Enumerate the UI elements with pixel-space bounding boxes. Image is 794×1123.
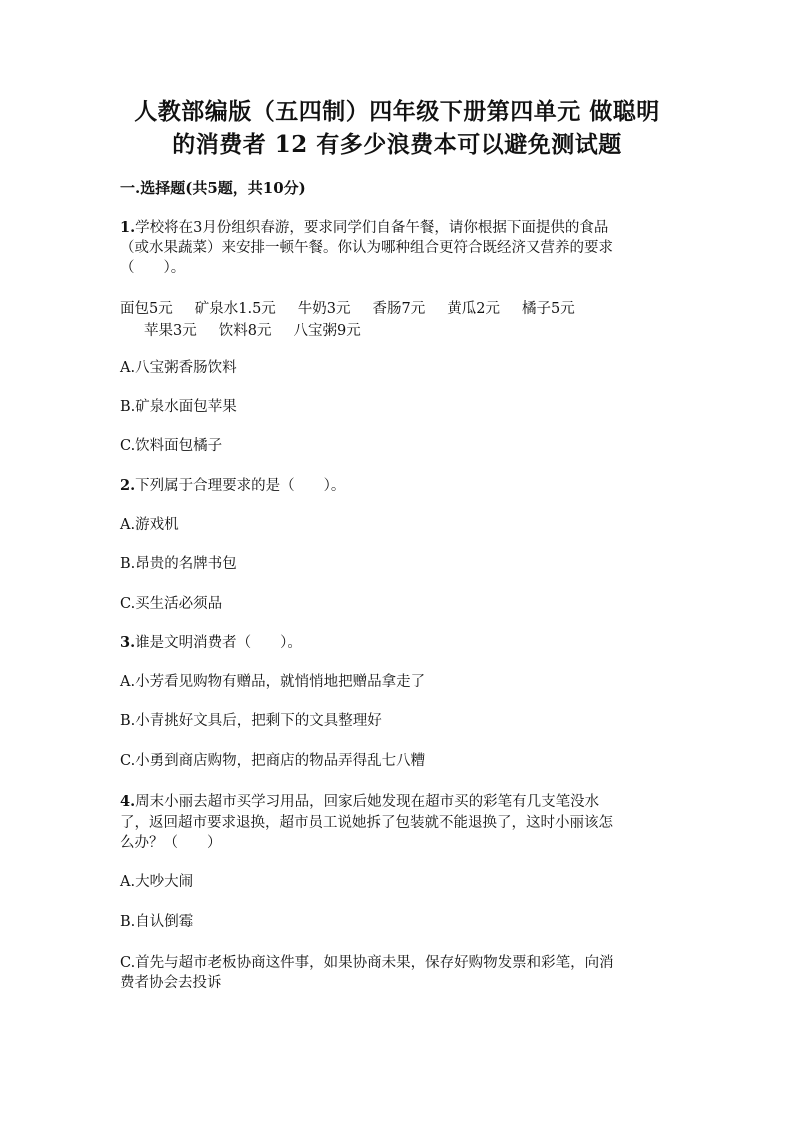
- question-4-number: 4.: [120, 793, 136, 810]
- section-heading: 一.选择题(共5题，共10分): [120, 179, 306, 197]
- question-4-line-2: 了，返回超市要求退换，超市员工说她拆了包装就不能退换了，这时小丽该怎: [120, 815, 613, 831]
- question-4-line-3: 么办？（ ）: [120, 835, 222, 851]
- question-1-option-c[interactable]: C.饮料面包橘子: [120, 438, 223, 454]
- food-item: 八宝粥9元: [293, 323, 361, 339]
- food-item: 饮料8元: [218, 323, 272, 339]
- question-3-option-a[interactable]: A.小芳看见购物有赠品，就悄悄地把赠品拿走了: [120, 674, 426, 690]
- question-1-line-2: （或水果蔬菜）来安排一顿午餐。你认为哪种组合更符合既经济又营养的要求: [120, 240, 613, 256]
- page-title-line-2: 的消费者 12 有多少浪费本可以避免测试题: [172, 131, 622, 158]
- question-2-option-b[interactable]: B.昂贵的名牌书包: [120, 556, 237, 572]
- question-2-text: 下列属于合理要求的是（ ）。: [135, 478, 346, 494]
- food-item: 面包5元: [120, 301, 173, 317]
- question-1-line-3: （ ）。: [120, 260, 186, 276]
- question-3-option-b[interactable]: B.小青挑好文具后，把剩下的文具整理好: [120, 713, 382, 729]
- question-4-option-c-line-1[interactable]: C.首先与超市老板协商这件事，如果协商未果，保存好购物发票和彩笔，向消: [120, 955, 614, 971]
- question-4-text-1: 周末小丽去超市买学习用品，回家后她发现在超市买的彩笔有几支笔没水: [135, 794, 600, 810]
- food-item: 黄瓜2元: [447, 301, 500, 317]
- question-2-number: 2.: [120, 477, 136, 494]
- question-4-line-1: [120, 792, 599, 812]
- question-1-line-1: [120, 218, 608, 238]
- question-1-text-1: 学校将在3月份组织春游，要求同学们自备午餐，请你根据下面提供的食品: [135, 220, 609, 236]
- food-item: 矿泉水1.5元: [194, 301, 276, 317]
- question-2-option-a[interactable]: A.游戏机: [120, 517, 179, 533]
- page-title-line-1: 人教部编版（五四制）四年级下册第四单元 做聪明: [134, 98, 660, 125]
- food-row-1: [120, 298, 680, 320]
- question-2-option-c[interactable]: C.买生活必须品: [120, 596, 223, 612]
- question-2-line-1: [120, 476, 345, 496]
- question-4-option-b[interactable]: B.自认倒霉: [120, 914, 194, 930]
- food-item: 橘子5元: [522, 301, 575, 317]
- food-price-list: [120, 298, 680, 342]
- question-1-number: 1.: [120, 219, 136, 236]
- question-3-number: 3.: [120, 634, 136, 651]
- question-3-line-1: [120, 633, 302, 653]
- food-item: 香肠7元: [372, 301, 426, 317]
- question-4-option-c-line-2[interactable]: 费者协会去投诉: [120, 975, 222, 991]
- question-1-option-a[interactable]: A.八宝粥香肠饮料: [120, 360, 237, 376]
- question-1-option-b[interactable]: B.矿泉水面包苹果: [120, 399, 237, 415]
- food-row-2: [120, 320, 680, 342]
- question-4-option-a[interactable]: A.大吵大闹: [120, 874, 194, 890]
- food-item: 牛奶3元: [297, 301, 351, 317]
- question-3-text: 谁是文明消费者（ ）。: [135, 635, 302, 651]
- question-3-option-c[interactable]: C.小勇到商店购物，把商店的物品弄得乱七八糟: [120, 753, 426, 769]
- food-item: 苹果3元: [144, 323, 197, 339]
